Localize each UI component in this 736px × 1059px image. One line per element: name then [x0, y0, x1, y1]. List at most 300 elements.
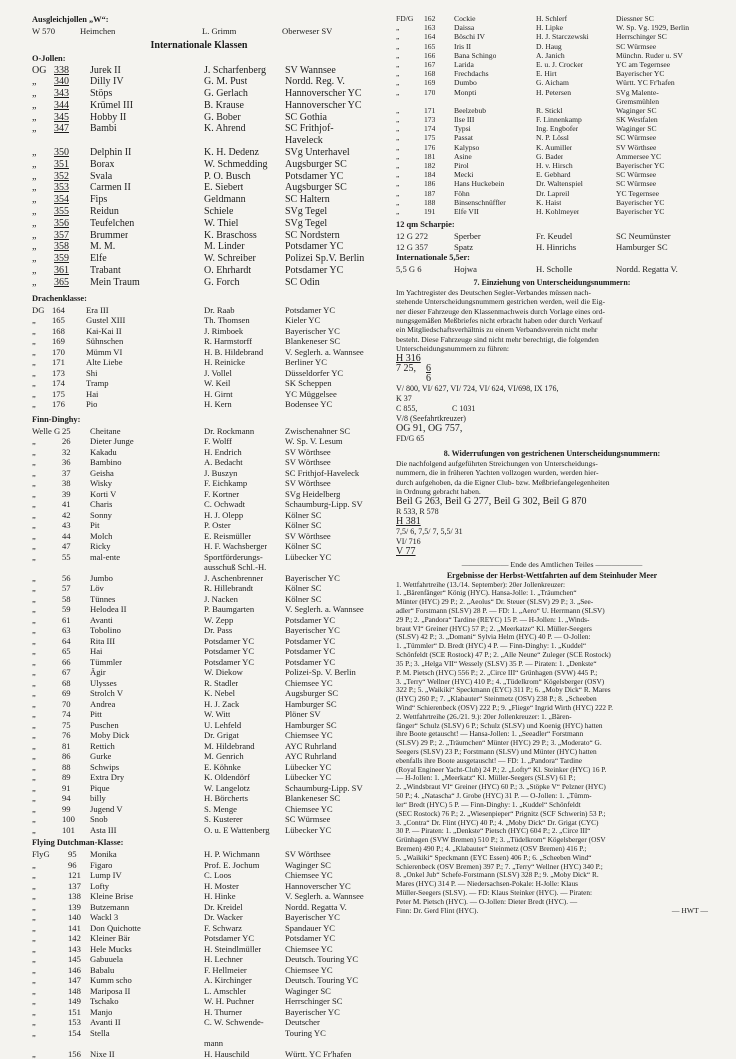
boat-name: Dieter Junge	[90, 436, 134, 447]
table-row	[32, 520, 366, 531]
club-name: Düsseldorfer YC	[285, 367, 344, 378]
club-name: Kölner SC	[285, 583, 322, 594]
boat-name: mal-ente	[90, 551, 121, 562]
paragraph-line: 35 P.; 3. „Helga VII“ Wessely (SLSV) 35 P. — Piraten: 1. „Denkste“	[396, 658, 597, 668]
owner-name: W. Thiel	[204, 217, 239, 229]
sail-class: Welle G	[32, 425, 61, 436]
sail-class: „	[32, 667, 36, 678]
sail-number: 191	[424, 206, 436, 216]
boat-name: Kakadu	[90, 446, 117, 457]
sail-class: „	[32, 803, 36, 814]
boat-name: Moby Dick	[90, 730, 130, 741]
table-row	[32, 772, 366, 783]
sail-number: 145	[68, 954, 81, 965]
club-name: Württ. YC Fr'hafen	[616, 78, 675, 88]
sail-number: 95	[68, 849, 77, 860]
owner-name: Th. Thomsen	[204, 315, 250, 326]
boat-name: Kleiner Bär	[90, 933, 131, 944]
table-row	[32, 100, 366, 112]
table-row	[32, 741, 366, 752]
table-row	[32, 76, 366, 88]
sail-class: „	[32, 583, 36, 594]
sail-number: 39	[62, 488, 71, 499]
paragraph-line: 1. „Bärenfänger“ König (HYC). Hansa-Jolle: 1. „Träumchen“	[396, 588, 577, 598]
owner-name: G. Bader	[536, 151, 564, 161]
sail-class: „	[32, 604, 36, 615]
table-row	[396, 207, 708, 216]
table-row	[32, 923, 366, 934]
club-name: W. Sp. V. Lesum	[285, 436, 343, 447]
sail-class: „	[32, 520, 36, 531]
boat-name: Nixe II	[90, 1048, 115, 1059]
table-row	[32, 510, 366, 521]
club-name: SV Wörthsee	[285, 478, 331, 489]
table-row	[32, 159, 366, 171]
club-name: Bayerischer YC	[285, 912, 340, 923]
table-row	[396, 179, 708, 188]
sail-number: 96	[68, 859, 77, 870]
sail-class: „	[32, 325, 36, 336]
boat-name: Schwips	[90, 761, 120, 772]
table-row	[32, 562, 366, 573]
sail-class: „	[396, 142, 400, 152]
table-row	[32, 881, 366, 892]
club-name: V. Seglerh. a. Wannsee	[285, 891, 364, 902]
boat-name: Shi	[86, 367, 98, 378]
club-name: Deutsch. Touring YC	[285, 954, 359, 965]
sail-number: 174	[52, 378, 65, 389]
table-row	[32, 667, 366, 678]
sail-number: 41	[62, 499, 71, 510]
boat-name: Delphin II	[90, 147, 132, 159]
table-row	[32, 804, 366, 815]
sail-class: „	[32, 241, 37, 253]
sail-number: 137	[68, 880, 81, 891]
sail-class: „	[32, 541, 36, 552]
owner-name: W. Keil	[204, 378, 231, 389]
boat-name: Manjo	[90, 1006, 113, 1017]
owner-name: F. Schwarz	[204, 922, 242, 933]
table-row	[396, 14, 708, 23]
club-name: Chiemsee YC	[285, 943, 333, 954]
boat-name: Löv	[90, 583, 104, 594]
boat-name: Krümel III	[90, 99, 134, 111]
owner-name: Potsdamer YC	[204, 646, 255, 657]
boat-name: Binsenschnüffler	[454, 197, 506, 207]
sail-class: „	[32, 488, 36, 499]
owner-name: G. Aicham	[536, 78, 569, 88]
sail-class: „	[32, 593, 36, 604]
restored-number: R 533, R 578	[396, 506, 439, 516]
club-name: Touring YC	[285, 1027, 326, 1038]
owner-name: H. Petersen	[536, 87, 572, 97]
boat-name: Wisky	[90, 478, 113, 489]
owner-name: Dr. Raab	[204, 304, 235, 315]
paragraph-line: Münter (HYC) 29 P.; 2. „Aeolus“ Dr. Steuer (SLSV) 29 P.; 3. „See-	[396, 597, 594, 607]
table-row	[32, 793, 366, 804]
sail-class: „	[396, 59, 400, 69]
sail-number: 171	[424, 105, 436, 115]
club-name: Hamburger SC	[285, 719, 337, 730]
sail-class: „	[396, 69, 400, 79]
club-name: Lübecker YC	[285, 824, 332, 835]
club-name: Polizei-Sp. V. Berlin	[285, 667, 356, 678]
table-row	[32, 315, 366, 326]
table-row	[32, 457, 366, 468]
restored-number: Beil G 263, Beil G 277, Beil G 302, Beil G 870	[396, 495, 587, 507]
owner-name: Potsdamer YC	[204, 656, 255, 667]
paragraph-line: Müller-Seegers (SLSV). — FD: Klaus Steinker (HYC). — Piraten:	[396, 888, 593, 898]
owner-name: H. F. Wachsberger	[204, 541, 268, 552]
boat-name: Rettich	[90, 740, 115, 751]
struck-number: 6	[426, 363, 431, 374]
sail-number: 187	[424, 188, 436, 198]
club-name: Diessner SC	[616, 14, 654, 23]
club-name: Kieler YC	[285, 315, 321, 326]
owner-name: H. Kohlmeyer	[536, 206, 580, 216]
sail-number: 139	[68, 901, 81, 912]
boat-name: Elfe VII	[454, 206, 479, 216]
table-row	[32, 182, 366, 194]
table-row	[396, 170, 708, 179]
owner-name: K. H. Dedenz	[204, 147, 259, 159]
table-row	[32, 825, 366, 836]
sail-number: 164	[424, 32, 436, 42]
table-row	[32, 194, 366, 206]
club-name: Schaumburg-Lipp. SV	[285, 499, 363, 510]
club-name: Hannoverscher YC	[285, 88, 362, 100]
club-name: SC Würmsee	[616, 179, 657, 189]
table-row	[32, 891, 366, 902]
sail-class: „	[32, 933, 36, 944]
sail-class: „	[32, 76, 37, 88]
paragraph-line: — H-Jollen: 1. „Meerkatz“ Kl. Müller-Seegers (SLSV) 61 P.;	[396, 773, 576, 783]
sail-number: 65	[62, 646, 71, 657]
club-name: Zwischenahner SC	[285, 425, 351, 436]
paragraph-line: 30 P. — Piraten: 1. „Denkste“ Pietsch (HYC) 604 P.; 2. „Circe III“	[396, 826, 591, 836]
sail-class: „	[32, 964, 36, 975]
struck-number: K 37	[396, 393, 412, 403]
table-row	[32, 378, 366, 389]
paragraph-line: Schierenbeck (OSV Bremen) 397 P.; 7. „Terry“ Wellner (HYC) 340 P.;	[396, 861, 603, 871]
sail-class: „	[32, 954, 36, 965]
table-row	[32, 604, 366, 615]
sail-class: „	[32, 457, 36, 468]
boat-name: Ulysses	[90, 677, 117, 688]
owner-name: H. Hauschild	[204, 1048, 250, 1059]
owner-name: H. Hinrichs	[536, 241, 577, 252]
sail-class: „	[32, 614, 36, 625]
table-row	[32, 996, 366, 1007]
table-row	[396, 51, 708, 60]
boat-name: Reidun	[90, 206, 119, 218]
boat-name: Wackl 3	[90, 912, 119, 923]
table-row	[32, 902, 366, 913]
boat-name: Teufelchen	[90, 217, 135, 229]
owner-name: H. Moster	[204, 880, 239, 891]
club-name: SC Würmsee	[616, 41, 657, 51]
owner-name: C. W. Schwende-	[204, 1017, 264, 1028]
owner-name: O. Ehrhardt	[204, 265, 252, 277]
owner-name: M. Genrich	[204, 751, 244, 762]
paragraph-line: (SEC Rostock) 76 P.; 2. „Wiesenpieper“ Prignitz (SCF Schwerin) 53 P.;	[396, 808, 606, 818]
sail-class: „	[32, 378, 36, 389]
table-row	[32, 1028, 366, 1039]
boat-name: Fips	[90, 194, 108, 206]
sail-number: 138	[68, 891, 81, 902]
owner-name: H. J. Zack	[204, 698, 240, 709]
boat-name: Korti V	[90, 488, 117, 499]
sail-class: „	[396, 32, 400, 42]
paragraph-line: Peter M. Pietsch (HYC). — O-Jollen: Dieter Bredt (HYC). —	[396, 896, 578, 906]
owner-name: P. Baumgarten	[204, 604, 255, 615]
sail-number: 168	[52, 325, 65, 336]
table-row	[32, 447, 366, 458]
club-name: V. Seglerh. a. Wannsee	[285, 346, 364, 357]
owner-name: B. Krause	[204, 99, 244, 111]
club-name: Bayerischer YC	[616, 161, 665, 170]
boat-name: Jumbo	[90, 572, 113, 583]
sail-class: „	[396, 87, 400, 97]
sail-number: 175	[52, 388, 65, 399]
club-name: Polizei Sp.V. Berlin	[285, 253, 365, 265]
boat-name: Puschen	[90, 719, 119, 730]
club-name: SC Frithjof-Haveleck	[285, 467, 360, 478]
table-row	[32, 583, 366, 594]
sail-number: 67	[62, 667, 71, 678]
boat-name: Dilly IV	[90, 76, 124, 88]
club-name: SV Wörthsee	[285, 530, 331, 541]
sail-number: 153	[68, 1017, 81, 1028]
boat-name: Charis	[90, 499, 113, 510]
boat-name: Geisha	[90, 467, 114, 478]
table-row	[396, 189, 708, 198]
table-row	[396, 78, 708, 87]
sail-number: 74	[62, 709, 71, 720]
sail-class: „	[32, 509, 36, 520]
owner-name: W. Schmedding	[204, 158, 268, 170]
section-title: 8. Widerrufungen von gestrichenen Unterscheidungsnummern:	[443, 448, 661, 458]
sail-class: „	[32, 572, 36, 583]
section-paragraph	[396, 288, 708, 354]
boat-name: Tümmler	[90, 656, 122, 667]
table-row	[32, 944, 366, 955]
owner-name: E. Köhnke	[204, 761, 241, 772]
boat-name: Gustel XIII	[86, 315, 126, 326]
owner-name: W. Langelotz	[204, 782, 250, 793]
sail-number: 344	[54, 99, 69, 111]
owner-name: W. Witt	[204, 709, 231, 720]
club-name: SC Würmsee	[285, 814, 331, 825]
owner-name: K. Aumiller	[536, 142, 573, 152]
sail-class: „	[32, 656, 36, 667]
section-heading: 12 qm Scharpie:	[396, 220, 455, 230]
sail-class: „	[32, 891, 36, 902]
section-title: 7. Einziehung von Unterscheidungsnummern:	[473, 277, 631, 287]
sail-class: „	[32, 158, 37, 170]
sail-class: „	[32, 551, 36, 562]
club-name: Deutsch. Touring YC	[285, 975, 359, 986]
left-column	[32, 14, 366, 1059]
boat-name: Mein Traum	[90, 276, 140, 288]
paragraph-line: fänger“ Schulz (SLSV) 6 P.; Schulz (SLSV) und Koenig (HYC) hatten	[396, 720, 603, 730]
club-name: SVg Tegel	[285, 217, 328, 229]
boat-name: Monika	[90, 849, 117, 860]
table-row	[32, 933, 366, 944]
owner-name: H. Lechner	[204, 954, 243, 965]
sail-number: 69	[62, 688, 71, 699]
sail-class: „	[32, 901, 36, 912]
paragraph-line: (SLSV) 29 P.; 2. „Träumchen“ Münter (HYC) 29 P.; 3. „Moderato“ G.	[396, 738, 602, 748]
sail-number: 121	[68, 870, 81, 881]
sail-class: „	[32, 367, 36, 378]
boat-name: Passat	[454, 133, 473, 143]
club-name: V. Seglerh. a. Wannsee	[285, 604, 364, 615]
owner-name: F. Hellmeier	[204, 964, 247, 975]
table-row	[396, 106, 708, 115]
sail-class: „	[396, 50, 400, 60]
sail-number: 174	[424, 124, 436, 134]
table-row	[396, 69, 708, 78]
sail-number: 88	[62, 761, 71, 772]
owner-name: Dr. Kreidel	[204, 901, 243, 912]
section-heading: O-Jollen:	[32, 53, 66, 63]
sail-class: „	[32, 206, 37, 218]
owner-name: K. Ahrend	[204, 123, 246, 135]
owner-name: W. H. Puchner	[204, 996, 255, 1007]
sail-class: „	[32, 88, 37, 100]
owner-name: K. Braschoss	[204, 229, 257, 241]
club-name: YC Müggelsee	[285, 388, 337, 399]
struck-number: 6	[426, 373, 431, 384]
sail-class: „	[32, 336, 36, 347]
owner-name: D. Haug	[536, 41, 562, 51]
table-row	[32, 912, 366, 923]
table-row	[32, 965, 366, 976]
sail-class: „	[32, 357, 36, 368]
table-row	[32, 762, 366, 773]
sail-class: „	[32, 99, 37, 111]
club-name: Bayerischer YC	[285, 625, 340, 636]
sail-number: 94	[62, 793, 71, 804]
sail-number: 176	[52, 399, 65, 410]
owner-name: ausschuß Schl.-H.	[204, 562, 267, 573]
table-row	[396, 32, 708, 41]
sail-class: „	[32, 182, 37, 194]
paragraph-line: 1. „Tümmler“ D. Bredt (HYC) 4 P. — Finn-Dinghy: 1. „Kuddel“	[396, 641, 587, 651]
boat-name: Hobby II	[90, 111, 127, 123]
boat-name: Hai	[86, 388, 99, 399]
table-row	[32, 347, 366, 358]
club-name: AYC Ruhrland	[285, 751, 337, 762]
owner-name: F. Wolff	[204, 436, 232, 447]
owner-name: C. Loos	[204, 870, 232, 881]
club-name: Chiemsee YC	[285, 677, 333, 688]
boat-name: Asine	[454, 151, 472, 161]
paragraph-line: 3. „Terry“ Wellner (HYC) 410 P.; 4. „Tüdelkrom“ Kögelsberger (OSV)	[396, 676, 605, 686]
club-name: YC am Tegernsee	[616, 59, 671, 69]
boat-name: Hai	[90, 646, 103, 657]
sail-class: „	[32, 782, 36, 793]
boat-name: Figaro	[90, 859, 113, 870]
table-row	[396, 42, 708, 51]
boat-name: Pio	[86, 399, 98, 410]
owner-name: G. M. Pust	[204, 76, 248, 88]
club-name: SC Frithjof-	[285, 123, 334, 135]
club-name: Blankeneser SC	[285, 793, 341, 804]
club-name: Potsdamer YC	[285, 304, 336, 315]
owner-name: Dr. Wacker	[204, 912, 243, 923]
sail-class: „	[32, 996, 36, 1007]
sail-class: „	[32, 217, 37, 229]
owner-name: S. Kusterer	[204, 814, 243, 825]
sail-class: „	[32, 625, 36, 636]
sail-number: 147	[68, 975, 81, 986]
owner-name: R. Stickl	[536, 105, 563, 115]
club-name: Hannoverscher YC	[285, 880, 351, 891]
boat-name: Beelzebub	[454, 105, 487, 115]
owner-name: U. Lehfeld	[204, 719, 242, 730]
sail-number: 163	[424, 23, 436, 33]
results-paragraph	[396, 581, 708, 916]
section-heading: Flying Dutchman-Klasse:	[32, 838, 124, 848]
paragraph-line: nungsgemäßen Meßbriefes nicht erbracht haben oder durch Verkauf	[396, 315, 603, 325]
sail-number: 89	[62, 772, 71, 783]
sail-number: 76	[62, 730, 71, 741]
sail-class: „	[32, 730, 36, 741]
owner-name: M. Linder	[204, 241, 245, 253]
sail-number: W 570	[32, 26, 55, 36]
sail-number: 164	[52, 304, 65, 315]
table-row	[32, 326, 366, 337]
club-name: Potsdamer YC	[285, 241, 344, 253]
owner-name: E. u. J. Crocker	[536, 59, 584, 69]
sail-class: „	[32, 824, 36, 835]
owner-name: H. Hinke	[204, 891, 236, 902]
club-name: SK Westfalen	[616, 115, 658, 125]
club-name: SV Wörthsee	[285, 849, 331, 860]
paragraph-line: 3. „Contra“ Dr. Flint (HYC) 40 P.; 4. „Moby Dick“ Dr. Grigat (CYC)	[396, 817, 599, 827]
sail-number: 156	[68, 1048, 81, 1059]
sail-class: „	[32, 1027, 36, 1038]
sail-class: „	[32, 229, 37, 241]
sail-number: 355	[54, 206, 69, 218]
paragraph-line: nummern, die in früheren Yachten vollzogen wurden, werden hier-	[396, 468, 599, 478]
paragraph-line: Im Yachtregister des Deutschen Segler-Verbandes müssen nach-	[396, 287, 591, 297]
sail-class: „	[396, 197, 400, 207]
sail-number: 86	[62, 751, 71, 762]
table-row	[32, 730, 366, 741]
table-row	[32, 975, 366, 986]
sail-class: FD/G	[396, 14, 414, 23]
sail-number: 58	[62, 593, 71, 604]
table-row	[396, 264, 708, 275]
boat-name: Dumbo	[454, 78, 477, 88]
sail-class: „	[32, 253, 37, 265]
sail-number: 151	[68, 1006, 81, 1017]
table-row	[32, 870, 366, 881]
table-row	[396, 88, 708, 97]
number-row	[396, 404, 708, 414]
table-row	[32, 814, 366, 825]
struck-number: C 855,	[396, 403, 418, 413]
sail-number: 351	[54, 158, 69, 170]
boat-name: Brummer	[90, 229, 129, 241]
boat-name: Tünnes	[90, 593, 116, 604]
number-list	[396, 497, 708, 557]
owner-name: J. Aschenbrenner	[204, 572, 264, 583]
owner-name: W. Zepp	[204, 614, 234, 625]
